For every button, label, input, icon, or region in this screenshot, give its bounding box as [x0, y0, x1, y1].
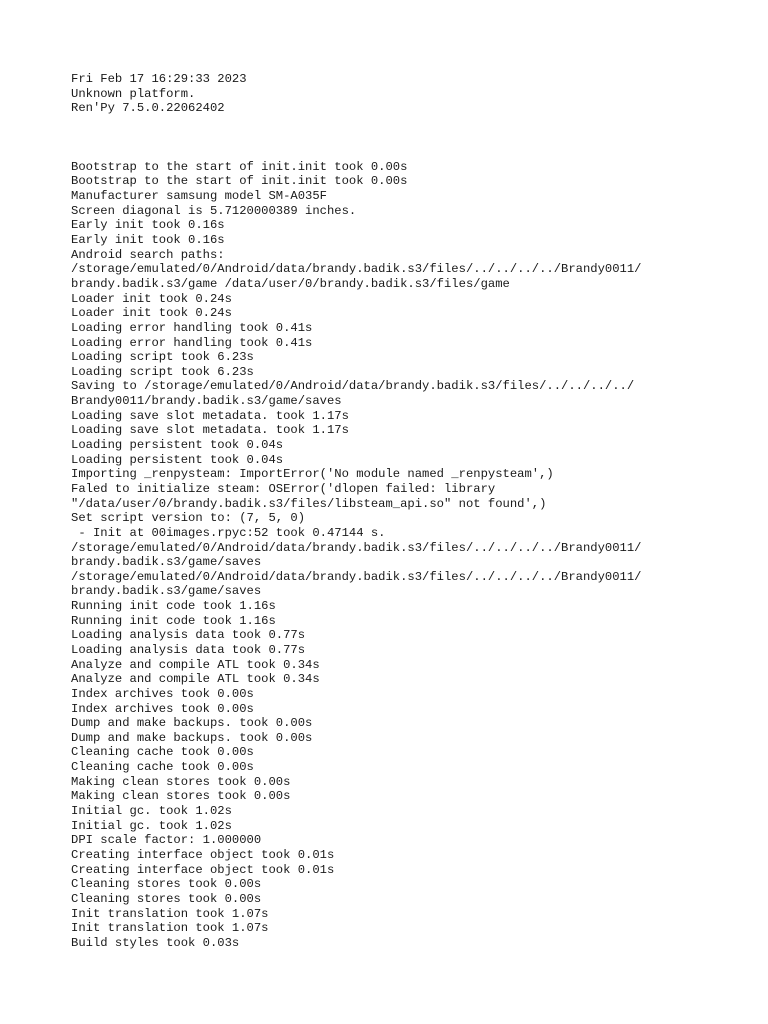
- log-line: Creating interface object took 0.01s: [71, 847, 335, 862]
- log-line: Dump and make backups. took 0.00s: [71, 716, 313, 731]
- log-line: Loading persistent took 0.04s: [71, 452, 284, 467]
- log-line: Loading error handling took 0.41s: [71, 335, 313, 350]
- log-line: Bootstrap to the start of init.init took 0.00s: [71, 159, 408, 174]
- log-line: - Init at 00images.rpyc:52 took 0.47144 s.: [71, 525, 386, 540]
- log-lines: [71, 160, 751, 951]
- log-line: Init translation took 1.07s: [71, 921, 269, 936]
- log-line: Set script version to: (7, 5, 0): [71, 511, 306, 526]
- log-line: Creating interface object took 0.01s: [71, 862, 335, 877]
- log-line: Making clean stores took 0.00s: [71, 774, 291, 789]
- log-header-version: Ren'Py 7.5.0.22062402: [71, 101, 225, 116]
- log-line: Index archives took 0.00s: [71, 701, 254, 716]
- log-line: Running init code took 1.16s: [71, 613, 276, 628]
- log-line: Saving to /storage/emulated/0/Android/data/brandy.badik.s3/files/../../../../: [71, 379, 635, 394]
- log-line: Loading error handling took 0.41s: [71, 320, 313, 335]
- log-line: "/data/user/0/brandy.badik.s3/files/libsteam_api.so" not found',): [71, 496, 547, 511]
- blank-line: [71, 116, 751, 131]
- log-line: Loader init took 0.24s: [71, 291, 232, 306]
- log-line: /storage/emulated/0/Android/data/brandy.badik.s3/files/../../../../Brandy0011/: [71, 262, 642, 277]
- log-line: Build styles took 0.03s: [71, 935, 240, 950]
- log-line: Running init code took 1.16s: [71, 599, 276, 614]
- blank-line: [71, 145, 751, 160]
- log-line: DPI scale factor: 1.000000: [71, 833, 262, 848]
- log-line: Loading save slot metadata. took 1.17s: [71, 423, 349, 438]
- blank-line: [71, 131, 751, 146]
- log-line: Brandy0011/brandy.badik.s3/game/saves: [71, 394, 342, 409]
- log-header-date: Fri Feb 17 16:29:33 2023: [71, 72, 247, 86]
- log-line: /storage/emulated/0/Android/data/brandy.badik.s3/files/../../../../Brandy0011/: [71, 569, 642, 584]
- log-line: Early init took 0.16s: [71, 233, 225, 248]
- log-line: Analyze and compile ATL took 0.34s: [71, 672, 320, 687]
- log-line: Dump and make backups. took 0.00s: [71, 730, 313, 745]
- log-line: Cleaning stores took 0.00s: [71, 891, 262, 906]
- log-line: Loading analysis data took 0.77s: [71, 642, 306, 657]
- log-line: Cleaning cache took 0.00s: [71, 760, 254, 775]
- log-line: Cleaning stores took 0.00s: [71, 877, 262, 892]
- log-line: brandy.badik.s3/game /data/user/0/brandy.badik.s3/files/game: [71, 276, 510, 291]
- log-line: Loading analysis data took 0.77s: [71, 628, 306, 643]
- log-line: Making clean stores took 0.00s: [71, 789, 291, 804]
- log-line: Analyze and compile ATL took 0.34s: [71, 657, 320, 672]
- log-line: Loading persistent took 0.04s: [71, 438, 284, 453]
- log-line: Screen diagonal is 5.7120000389 inches.: [71, 203, 357, 218]
- log-line: Importing _renpysteam: ImportError('No module named _renpysteam',): [71, 467, 554, 482]
- log-line: Loading script took 6.23s: [71, 364, 254, 379]
- log-line: Early init took 0.16s: [71, 218, 225, 233]
- log-line: brandy.badik.s3/game/saves: [71, 584, 262, 599]
- log-text: [71, 72, 751, 950]
- log-line: Loading script took 6.23s: [71, 350, 254, 365]
- log-line: Android search paths:: [71, 247, 225, 262]
- log-line: Index archives took 0.00s: [71, 686, 254, 701]
- log-line: Initial gc. took 1.02s: [71, 818, 232, 833]
- log-line: brandy.badik.s3/game/saves: [71, 555, 262, 570]
- log-line: Loading save slot metadata. took 1.17s: [71, 408, 349, 423]
- log-line: Initial gc. took 1.02s: [71, 804, 232, 819]
- log-line: Init translation took 1.07s: [71, 906, 269, 921]
- log-line: Loader init took 0.24s: [71, 306, 232, 321]
- log-line: /storage/emulated/0/Android/data/brandy.badik.s3/files/../../../../Brandy0011/: [71, 540, 642, 555]
- log-line: Bootstrap to the start of init.init took 0.00s: [71, 174, 408, 189]
- log-line: Cleaning cache took 0.00s: [71, 745, 254, 760]
- log-header-platform: Unknown platform.: [71, 86, 196, 101]
- log-line: Faled to initialize steam: OSError('dlopen failed: library: [71, 481, 496, 496]
- log-line: Manufacturer samsung model SM-A035F: [71, 189, 327, 204]
